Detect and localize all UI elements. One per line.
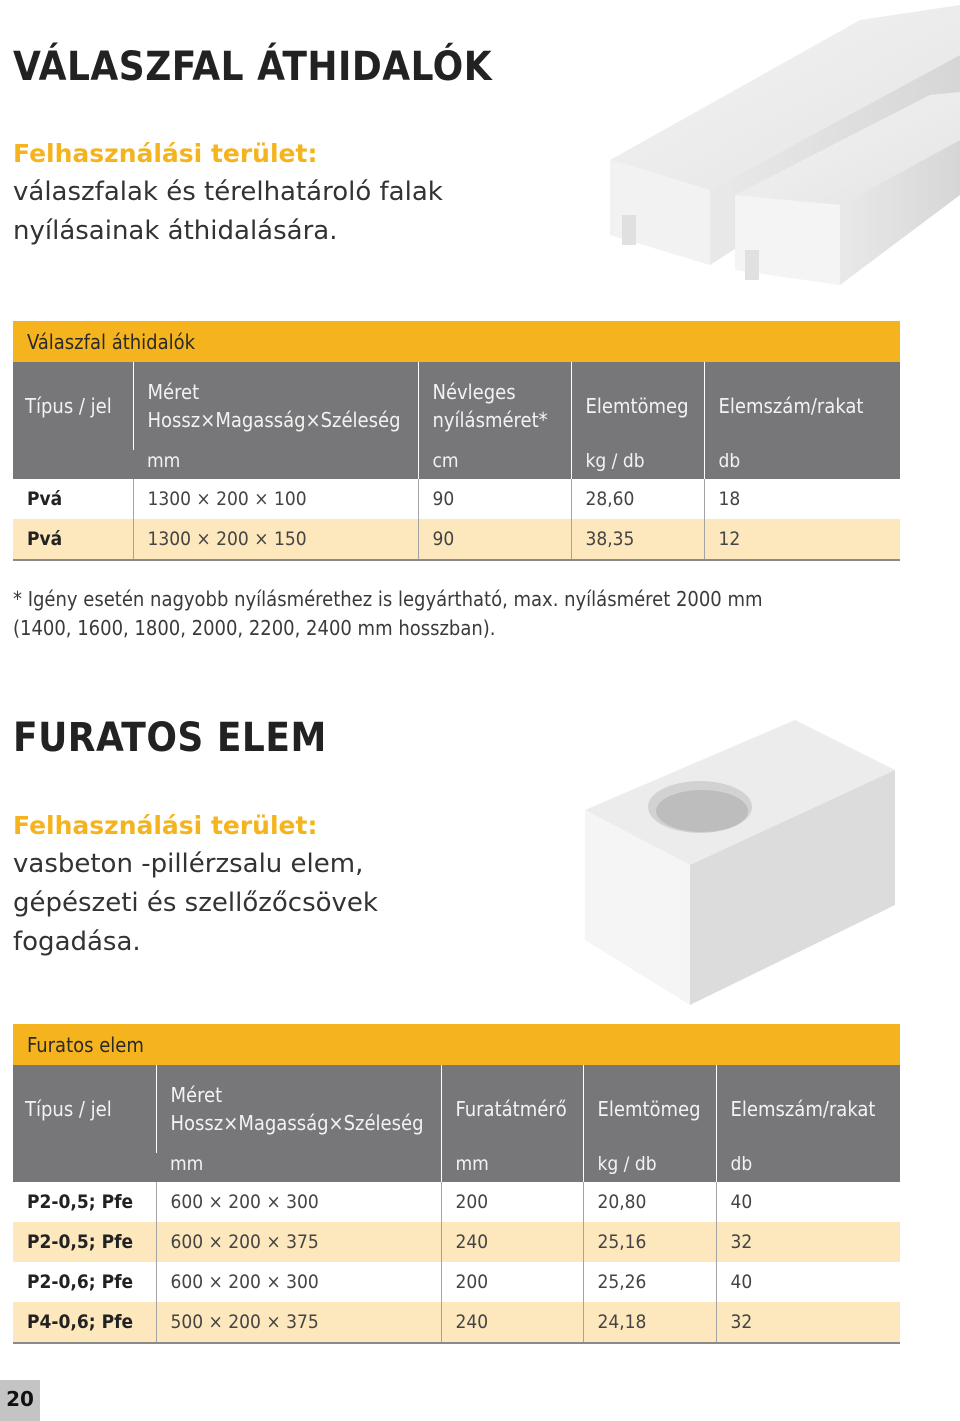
cell-pallet: 18: [718, 488, 741, 510]
cell-type: Pvá: [13, 519, 133, 560]
footnote-line: (1400, 1600, 1800, 2000, 2200, 2400 mm hosszban).: [13, 616, 496, 640]
cell-weight: 24,18: [583, 1302, 716, 1343]
col-header-pallet: Elemszám/rakat: [704, 362, 900, 450]
unit-cell: [13, 1153, 156, 1182]
usage-label: Felhasználási terület:: [13, 811, 318, 840]
col-header-size: Méret Hossz×Magasság×Széleség: [156, 1065, 441, 1153]
cell-opening: 90: [418, 479, 571, 519]
col-header-type: Típus / jel: [13, 1065, 156, 1153]
cell-pallet: 40: [730, 1271, 753, 1293]
section-title-valaszfal: VÁLASZFAL ÁTHIDALÓK: [13, 44, 493, 90]
cell-bore: 240: [441, 1222, 583, 1262]
cell-weight: 28,60: [571, 479, 704, 519]
cell-type: P2-0,5; Pfe: [13, 1222, 156, 1262]
unit-cell: mm: [133, 450, 418, 479]
cell-pallet: 40: [730, 1191, 753, 1213]
usage-line: gépészeti és szellőzőcsövek: [13, 888, 378, 918]
unit-cell: kg / db: [583, 1153, 716, 1182]
unit-cell: db: [716, 1153, 900, 1182]
cell-weight: 25,16: [583, 1222, 716, 1262]
usage-line: vasbeton -pillérzsalu elem,: [13, 849, 364, 879]
unit-cell: mm: [441, 1153, 583, 1182]
cell-size: 600 × 200 × 300: [156, 1262, 441, 1302]
cell-size: 500 × 200 × 375: [156, 1302, 441, 1343]
cell-size: 1300 × 200 × 100: [133, 479, 418, 519]
cell-pallet: 32: [716, 1302, 900, 1343]
col-header-opening: Névleges nyílásméret*: [418, 362, 571, 450]
cell-weight: 25,26: [583, 1262, 716, 1302]
cell-type: P2-0,6; Pfe: [13, 1262, 156, 1302]
unit-cell: cm: [418, 450, 571, 479]
usage-line: fogadása.: [13, 927, 141, 957]
cell-weight: 38,35: [571, 519, 704, 560]
cell-pallet: 32: [716, 1222, 900, 1262]
table-row: [13, 479, 900, 519]
usage-line: válaszfalak és térelhatároló falak: [13, 177, 443, 207]
cell-size: 600 × 200 × 300: [156, 1182, 441, 1222]
cell-bore: 200: [441, 1182, 583, 1222]
cell-size: 600 × 200 × 375: [156, 1222, 441, 1262]
table-caption: Válaszfal áthidalók: [13, 321, 900, 362]
table-caption: Furatos elem: [13, 1024, 900, 1065]
table-row: [13, 1302, 900, 1343]
usage-description: [13, 845, 378, 962]
usage-line: nyílásainak áthidalására.: [13, 216, 338, 246]
footnote: [13, 585, 763, 643]
unit-cell: kg / db: [571, 450, 704, 479]
unit-cell: mm: [156, 1153, 441, 1182]
usage-description: [13, 173, 443, 251]
cell-bore: 240: [441, 1302, 583, 1343]
lintel-spec-table: [13, 321, 900, 561]
unit-cell: [13, 450, 133, 479]
cell-type: Pvá: [13, 479, 133, 519]
unit-cell: db: [704, 450, 900, 479]
cell-weight: 20,80: [583, 1182, 716, 1222]
cell-opening: 90: [418, 519, 571, 560]
cell-type: P4-0,6; Pfe: [13, 1302, 156, 1343]
table-row: [13, 1262, 900, 1302]
table-row: [13, 1182, 900, 1222]
col-header-size: Méret Hossz×Magasság×Széleség: [133, 362, 418, 450]
page-number: 20: [0, 1380, 40, 1421]
cell-bore: 200: [441, 1262, 583, 1302]
usage-label: Felhasználási terület:: [13, 139, 318, 168]
footnote-line: * Igény esetén nagyobb nyílásmérethez is legyártható, max. nyílásméret 2000 mm: [13, 587, 763, 611]
cell-size: 1300 × 200 × 150: [133, 519, 418, 560]
col-header-weight: Elemtömeg: [583, 1065, 716, 1153]
col-header-pallet: Elemszám/rakat: [716, 1065, 900, 1153]
hollow-block-spec-table: [13, 1024, 900, 1344]
col-header-type: Típus / jel: [13, 362, 133, 450]
table-row: [13, 519, 900, 560]
cell-pallet: 12: [704, 519, 900, 560]
cell-type: P2-0,5; Pfe: [13, 1182, 156, 1222]
col-header-weight: Elemtömeg: [571, 362, 704, 450]
col-header-bore: Furatátmérő: [441, 1065, 583, 1153]
section-title-furatos: FURATOS ELEM: [13, 715, 327, 761]
table-row: [13, 1222, 900, 1262]
lintel-beams-illustration: [600, 0, 960, 300]
hollow-block-illustration: [580, 715, 900, 1015]
